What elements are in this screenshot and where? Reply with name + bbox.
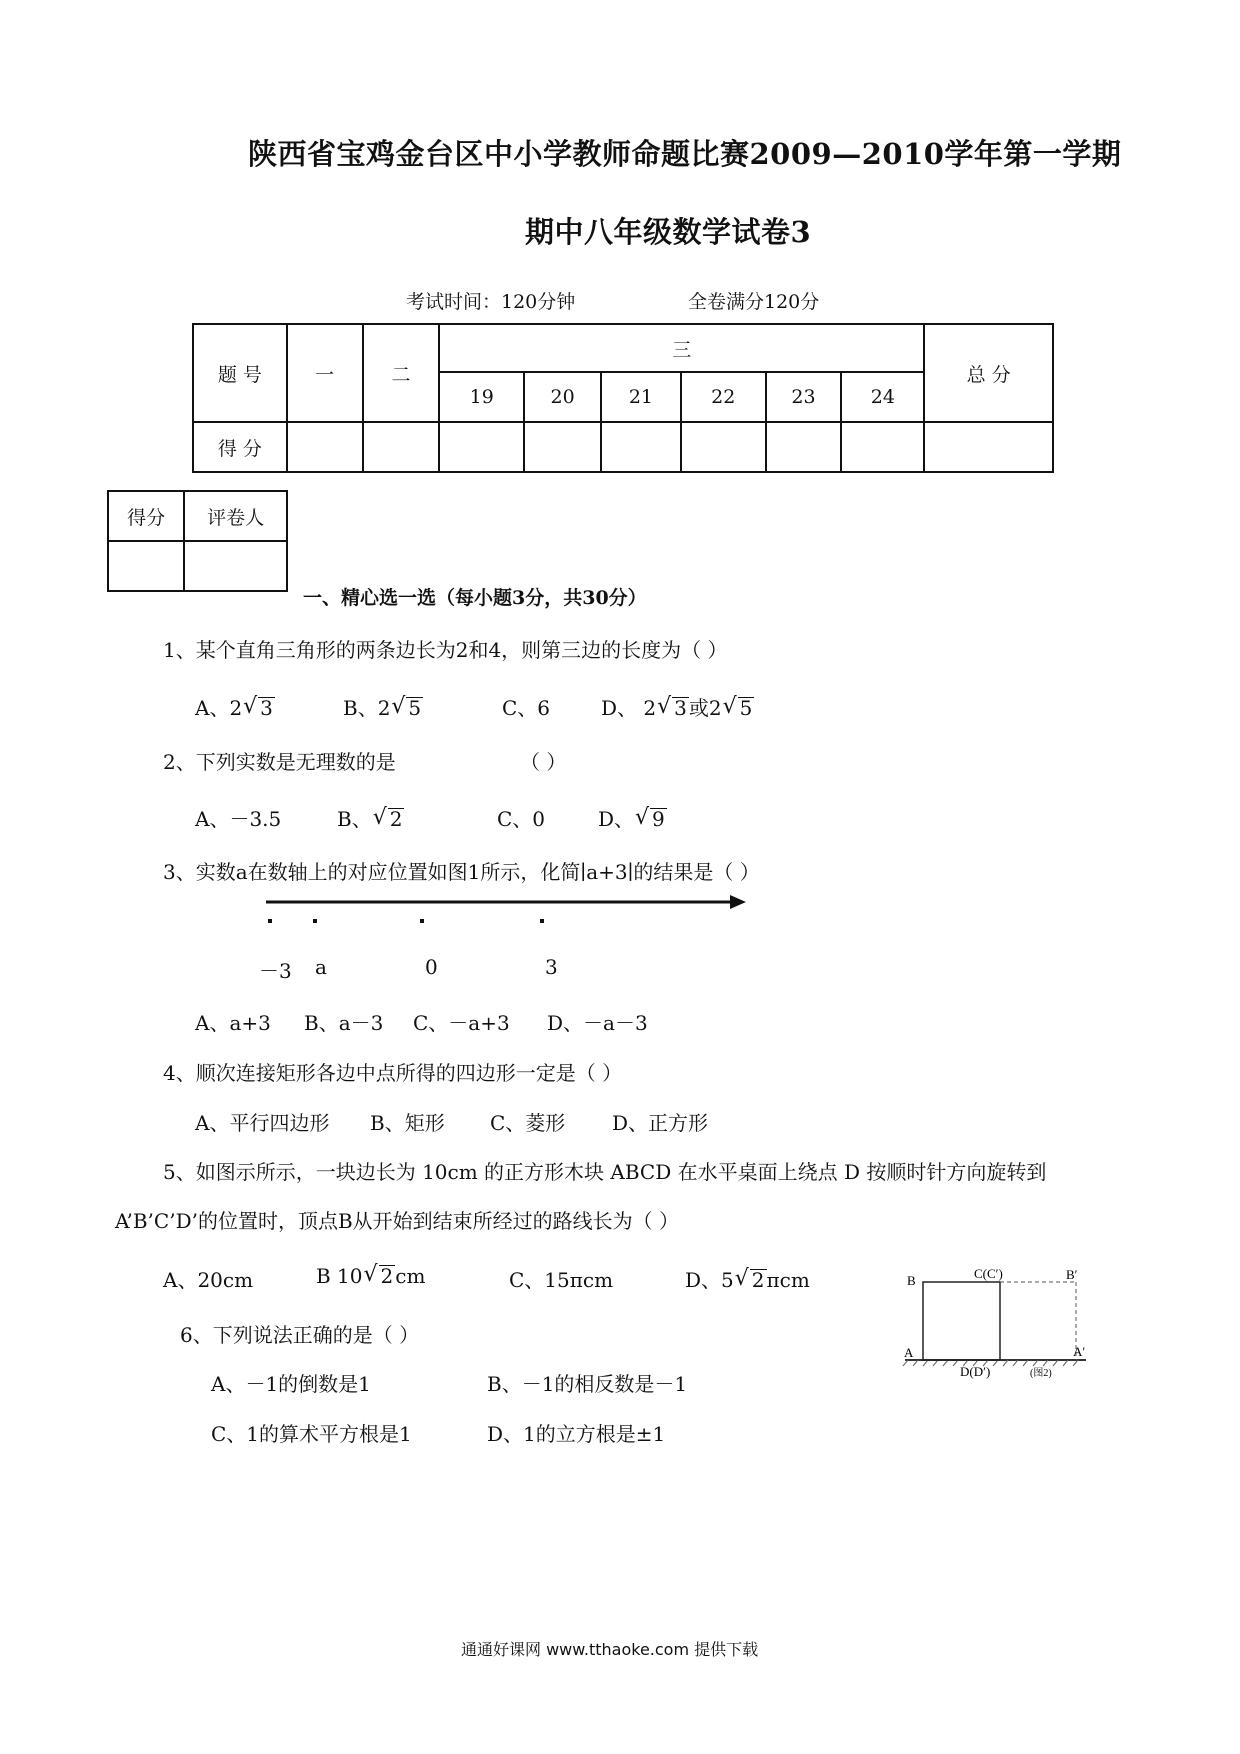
q2-option-c: C、0 (497, 807, 546, 831)
header-total: 总 分 (924, 324, 1053, 422)
score-cell (363, 422, 440, 472)
question-5-stem-line1: 5、如图示所示，一块边长为 10cm 的正方形木块 ABCD 在水平桌面上绕点 D 按顺时针方向旋转到 (163, 1160, 1047, 1184)
q6-option-d: D、1的立方根是±1 (487, 1422, 666, 1446)
grader-table (107, 490, 288, 592)
q5-option-a: A、20cm (163, 1268, 254, 1292)
header-q24: 24 (841, 372, 924, 422)
q5-option-d: D、5√ 2 πcm (685, 1264, 810, 1293)
header-q20: 20 (524, 372, 601, 422)
q4-option-c: C、菱形 (490, 1111, 566, 1135)
q5-option-c: C、15πcm (509, 1268, 614, 1292)
q5-option-b: B 10√ 2 cm (316, 1264, 425, 1288)
exam-time: 考试时间：120分钟 (406, 291, 576, 313)
label-b-prime: B′ (1066, 1267, 1078, 1282)
score-cell (524, 422, 601, 472)
score-cell (601, 422, 681, 472)
q6-option-a: A、－1的倒数是1 (211, 1372, 371, 1396)
header-q23: 23 (766, 372, 842, 422)
score-cell (924, 422, 1053, 472)
question-2-stem: 2、下列实数是无理数的是 (163, 750, 396, 774)
tick-dot-minus3 (268, 919, 272, 923)
header-q21: 21 (601, 372, 681, 422)
q3-option-c: C、－a+3 (413, 1011, 510, 1035)
axis-label-minus3: －3 (259, 959, 292, 983)
q1-option-b: B、2√ 5 (343, 692, 423, 721)
label-c: C(C′) (974, 1266, 1003, 1281)
header-q19: 19 (439, 372, 524, 422)
q4-option-d: D、正方形 (612, 1111, 709, 1135)
question-4-stem: 4、顺次连接矩形各边中点所得的四边形一定是（ ） (163, 1061, 623, 1085)
question-5-stem-line2: A’B’C’D’的位置时，顶点B从开始到结束所经过的路线长为（ ） (115, 1209, 680, 1233)
label-a: A (904, 1345, 914, 1360)
score-table (192, 323, 1054, 473)
figure-caption: (图2) (1030, 1368, 1052, 1379)
label-b: B (907, 1273, 916, 1288)
q1-option-a: A、2√ 3 (195, 692, 275, 721)
tick-dot-3 (540, 919, 544, 923)
score-cell (681, 422, 766, 472)
q2-option-a: A、－3.5 (195, 807, 282, 831)
header-question-number: 题 号 (193, 324, 287, 422)
score-cell (439, 422, 524, 472)
header-part-2: 二 (363, 324, 440, 422)
q3-option-a: A、a+3 (195, 1011, 271, 1035)
page-footer: 通通好课网 www.tthaoke.com 提供下载 (461, 1640, 759, 1659)
tick-dot-0 (420, 919, 424, 923)
score-cell (766, 422, 842, 472)
score-cell (287, 422, 363, 472)
score-cell (841, 422, 924, 472)
tick-dot-a (313, 919, 317, 923)
q1-option-c: C、6 (502, 696, 551, 720)
question-2-paren: （ ） (520, 750, 567, 774)
q3-option-b: B、a－3 (304, 1011, 384, 1035)
full-score: 全卷满分120分 (688, 291, 820, 313)
label-d: D(D′) (960, 1364, 991, 1379)
header-q22: 22 (681, 372, 766, 422)
axis-label-3: 3 (545, 955, 558, 979)
q4-option-a: A、平行四边形 (195, 1111, 330, 1135)
grader-score-cell (108, 541, 184, 591)
q2-option-b: B、√ 2 (337, 803, 404, 832)
axis-label-0: 0 (425, 955, 438, 979)
section-heading: 一、精心选一选（每小题3分，共30分） (303, 587, 647, 609)
exam-title-line2: 期中八年级数学试卷3 (525, 215, 812, 249)
grader-name-label: 评卷人 (184, 491, 287, 541)
number-line-figure (260, 892, 750, 932)
question-6-stem: 6、下列说法正确的是（ ） (180, 1323, 420, 1347)
q6-option-b: B、－1的相反数是－1 (487, 1372, 688, 1396)
grader-name-cell (184, 541, 287, 591)
question-1-stem: 1、某个直角三角形的两条边长为2和4，则第三边的长度为（ ） (163, 638, 728, 662)
q3-option-d: D、－a－3 (547, 1011, 648, 1035)
rotating-square-figure (900, 1264, 1090, 1379)
q6-option-c: C、1的算术平方根是1 (211, 1422, 412, 1446)
header-part-3: 三 (439, 324, 924, 372)
score-row-label: 得 分 (193, 422, 287, 472)
label-a-prime: A′ (1073, 1344, 1086, 1359)
header-part-1: 一 (287, 324, 363, 422)
grader-score-label: 得分 (108, 491, 184, 541)
exam-title-line1: 陕西省宝鸡金台区中小学教师命题比赛2009—2010学年第一学期 (248, 137, 1122, 171)
number-line-arrow (730, 895, 746, 909)
question-3-stem: 3、实数a在数轴上的对应位置如图1所示，化简∣a+3∣的结果是（ ） (163, 860, 760, 884)
q1-option-d: D、 2√ 3 或2√ 5 (601, 692, 754, 721)
axis-label-a: a (315, 955, 327, 979)
square-abcd (923, 1282, 1000, 1360)
q2-option-d: D、√ 9 (598, 803, 667, 832)
q4-option-b: B、矩形 (370, 1111, 445, 1135)
